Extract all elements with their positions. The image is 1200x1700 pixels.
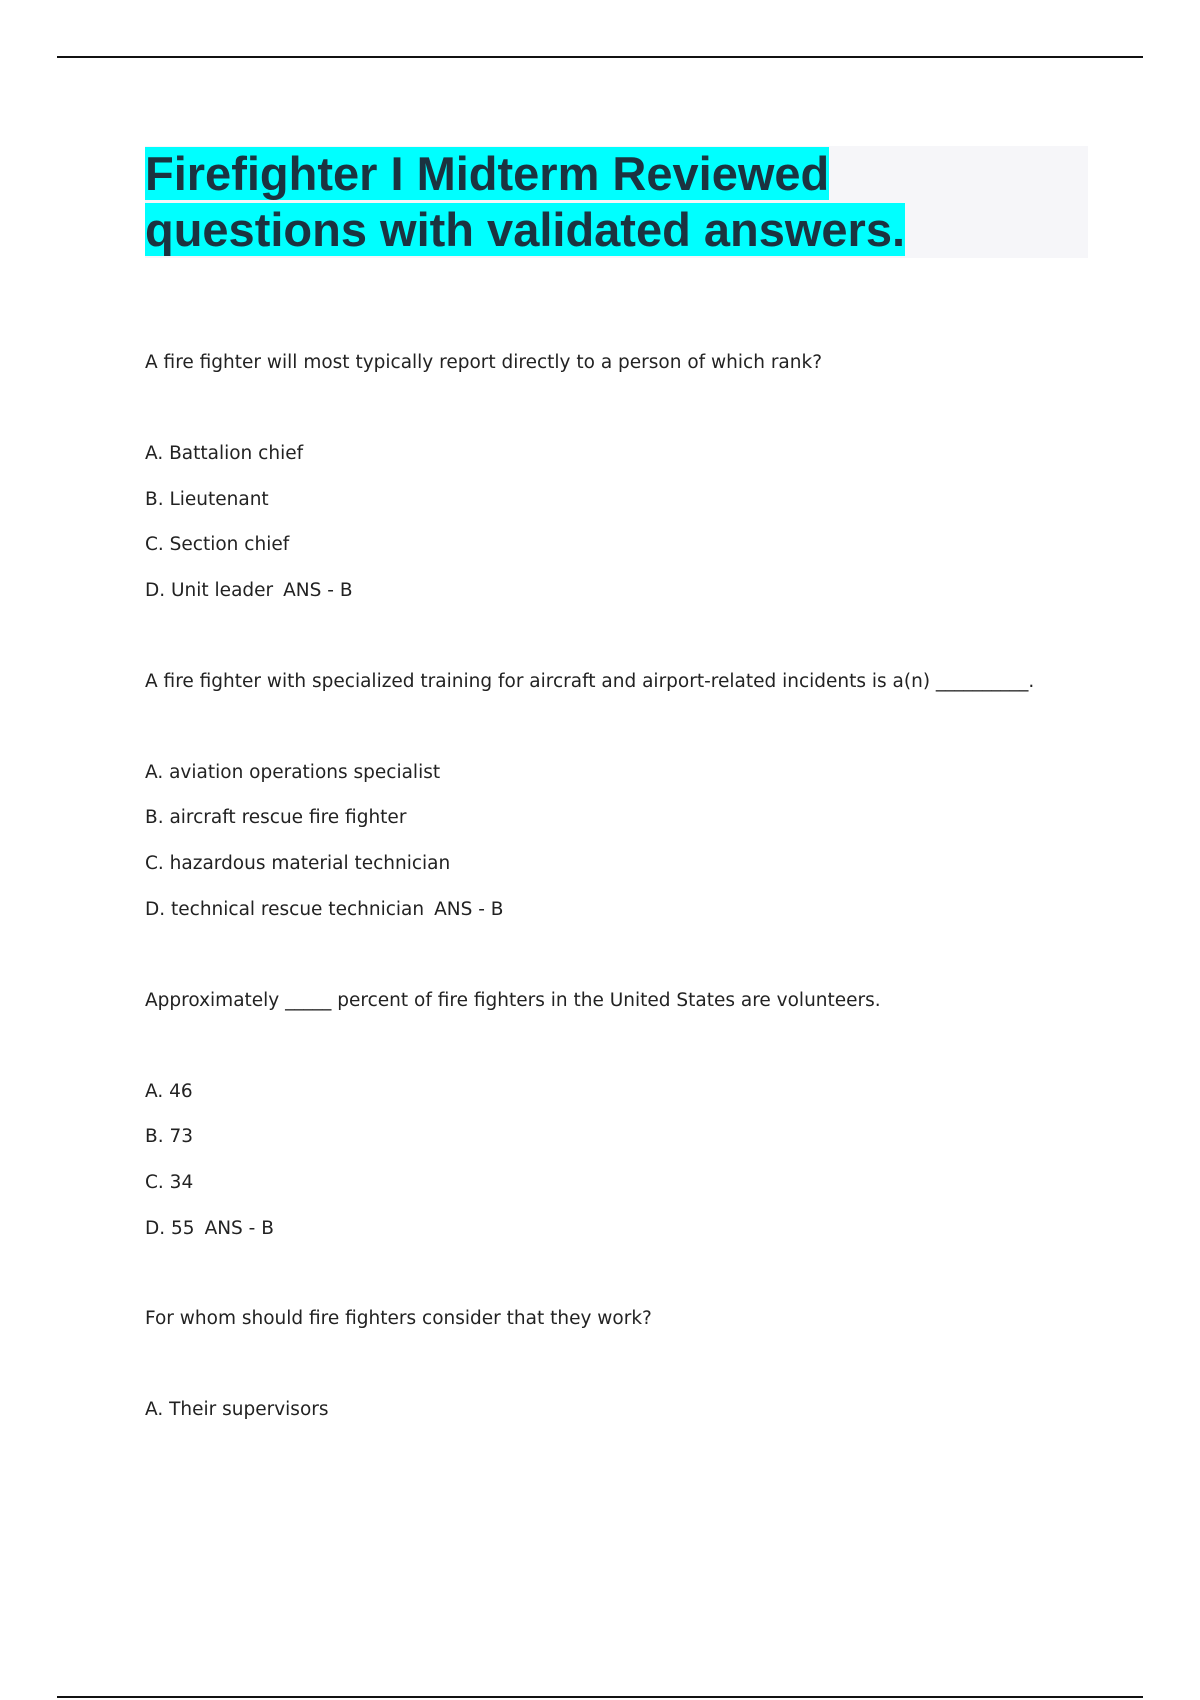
title-line-1: Firefighter I Midterm Reviewed xyxy=(145,147,830,200)
option-text: D. Unit leader xyxy=(145,580,274,602)
option-item: A. 46 xyxy=(145,1080,193,1102)
option-item: C. 34 xyxy=(145,1171,194,1193)
title-line-2: questions with validated answers. xyxy=(145,203,906,256)
option-item: B. 73 xyxy=(145,1126,193,1148)
option-item-last xyxy=(145,887,1105,933)
answer-label: ANS - B xyxy=(204,1217,274,1239)
question-text: Approximately _____ percent of fire fighters in the United States are volunteers. xyxy=(145,989,881,1011)
page-title xyxy=(145,146,1088,258)
option-text: D. 55 xyxy=(145,1217,195,1239)
question-text: For whom should fire fighters consider that they work? xyxy=(145,1308,652,1330)
footer-rule xyxy=(57,1696,1143,1698)
answer-label: ANS - B xyxy=(283,580,353,602)
option-item: C. Section chief xyxy=(145,534,290,556)
option-item: A. Their supervisors xyxy=(145,1399,329,1421)
answer-label: ANS - B xyxy=(434,898,504,920)
option-item-last xyxy=(145,1206,1105,1252)
option-item-last xyxy=(145,568,1105,614)
header-rule xyxy=(57,56,1143,58)
option-item: A. aviation operations specialist xyxy=(145,761,441,783)
title-block xyxy=(145,146,1088,258)
option-text: D. technical rescue technician xyxy=(145,898,425,920)
option-item: C. hazardous material technician xyxy=(145,853,451,875)
option-item: B. aircraft rescue fire fighter xyxy=(145,807,407,829)
option-item: B. Lieutenant xyxy=(145,488,269,510)
question-text: A fire fighter with specialized training for aircraft and airport-related incidents is a(n) __________. xyxy=(145,670,1035,692)
question-text: A fire fighter will most typically report directly to a person of which rank? xyxy=(145,352,823,373)
option-item: A. Battalion chief xyxy=(145,443,304,464)
question-list xyxy=(145,340,1105,1433)
